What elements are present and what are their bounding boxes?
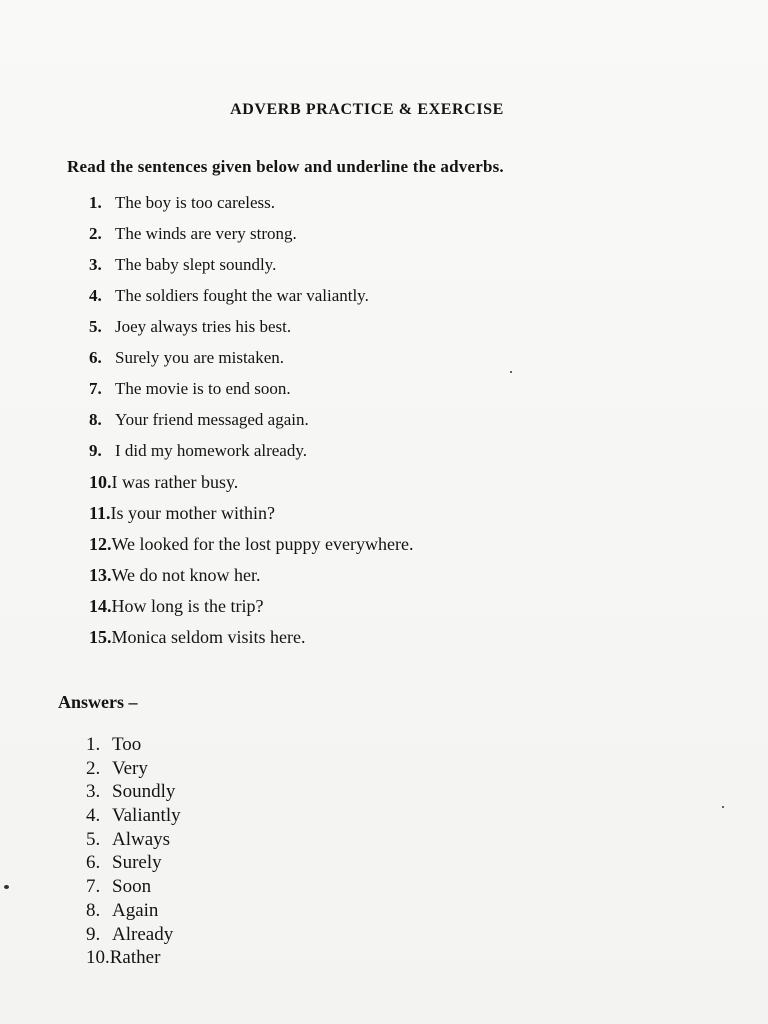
answer-number: 2.	[86, 757, 101, 779]
answers-heading: Answers –	[58, 692, 138, 712]
question-number: 14.	[89, 596, 112, 616]
question-text: Your friend messaged again.	[115, 410, 309, 429]
question-item	[89, 565, 413, 596]
answer-number: 4.	[86, 805, 101, 827]
question-number: 6.	[89, 348, 102, 367]
question-text: The movie is to end soon.	[115, 379, 291, 398]
question-number: 9.	[89, 441, 102, 460]
question-text: I did my homework already.	[115, 441, 307, 460]
answer-text: Rather	[109, 947, 161, 969]
question-number: 7.	[89, 379, 102, 398]
question-item	[89, 503, 413, 534]
answer-item	[86, 900, 181, 924]
answer-text: Soon	[112, 876, 152, 898]
scan-speck	[722, 806, 724, 808]
question-text: The baby slept soundly.	[115, 255, 277, 274]
answer-number: 8.	[86, 899, 101, 921]
question-number: 8.	[89, 410, 102, 429]
question-item	[89, 596, 413, 627]
answer-item	[86, 876, 181, 900]
question-number: 10.	[89, 472, 112, 492]
answer-text: Soundly	[112, 781, 176, 803]
question-text: Monica seldom visits here.	[111, 627, 306, 647]
question-item	[89, 286, 413, 317]
answer-item	[86, 924, 181, 948]
question-item	[89, 534, 413, 565]
question-number: 1.	[89, 193, 102, 212]
exercise-instruction: Read the sentences given below and underline the adverbs.	[67, 157, 504, 176]
question-text: We looked for the lost puppy everywhere.	[111, 534, 414, 554]
answer-item	[86, 781, 181, 805]
page-title: ADVERB PRACTICE & EXERCISE	[230, 101, 504, 118]
answer-item	[86, 734, 181, 758]
answer-text: Always	[112, 828, 171, 850]
answer-number: 9.	[86, 923, 101, 945]
question-number: 3.	[89, 255, 102, 274]
question-text: How long is the trip?	[111, 596, 264, 616]
answer-text: Very	[112, 757, 148, 779]
answer-number: 5.	[86, 828, 101, 850]
answer-text: Again	[112, 899, 159, 921]
scan-speck	[510, 371, 512, 373]
answer-item	[86, 758, 181, 782]
question-item	[89, 627, 413, 658]
question-item	[89, 441, 413, 472]
question-item	[89, 224, 413, 255]
question-text: I was rather busy.	[111, 472, 239, 492]
question-item	[89, 472, 413, 503]
answer-text: Already	[112, 923, 174, 945]
question-text: The boy is too careless.	[115, 193, 276, 212]
answer-text: Too	[112, 734, 142, 755]
scan-speck	[4, 885, 9, 889]
question-item	[89, 193, 413, 224]
question-item	[89, 379, 413, 410]
question-item	[89, 255, 413, 286]
answer-item	[86, 805, 181, 829]
answer-number: 10.	[86, 947, 110, 969]
question-text: The soldiers fought the war valiantly.	[115, 286, 369, 305]
answer-text: Valiantly	[112, 805, 181, 827]
answer-number: 7.	[86, 876, 101, 898]
question-text: Is your mother within?	[110, 503, 275, 523]
question-number: 4.	[89, 286, 102, 305]
answer-item	[86, 852, 181, 876]
answer-list	[86, 734, 181, 971]
answer-item	[86, 947, 181, 971]
question-text: Surely you are mistaken.	[115, 348, 285, 367]
question-number: 15.	[89, 627, 112, 647]
question-number: 5.	[89, 317, 102, 336]
question-item	[89, 348, 413, 379]
question-item	[89, 410, 413, 441]
question-number: 12.	[89, 534, 112, 554]
question-number: 13.	[89, 565, 112, 585]
answer-number: 3.	[86, 781, 101, 803]
answer-number: 6.	[86, 852, 101, 874]
question-list	[89, 193, 413, 658]
question-text: Joey always tries his best.	[115, 317, 292, 336]
question-item	[89, 317, 413, 348]
answer-text: Surely	[112, 852, 162, 874]
question-text: The winds are very strong.	[115, 224, 297, 243]
answer-item	[86, 829, 181, 853]
question-number: 11.	[89, 503, 111, 523]
question-text: We do not know her.	[111, 565, 261, 585]
question-number: 2.	[89, 224, 102, 243]
answer-number: 1.	[86, 734, 101, 755]
